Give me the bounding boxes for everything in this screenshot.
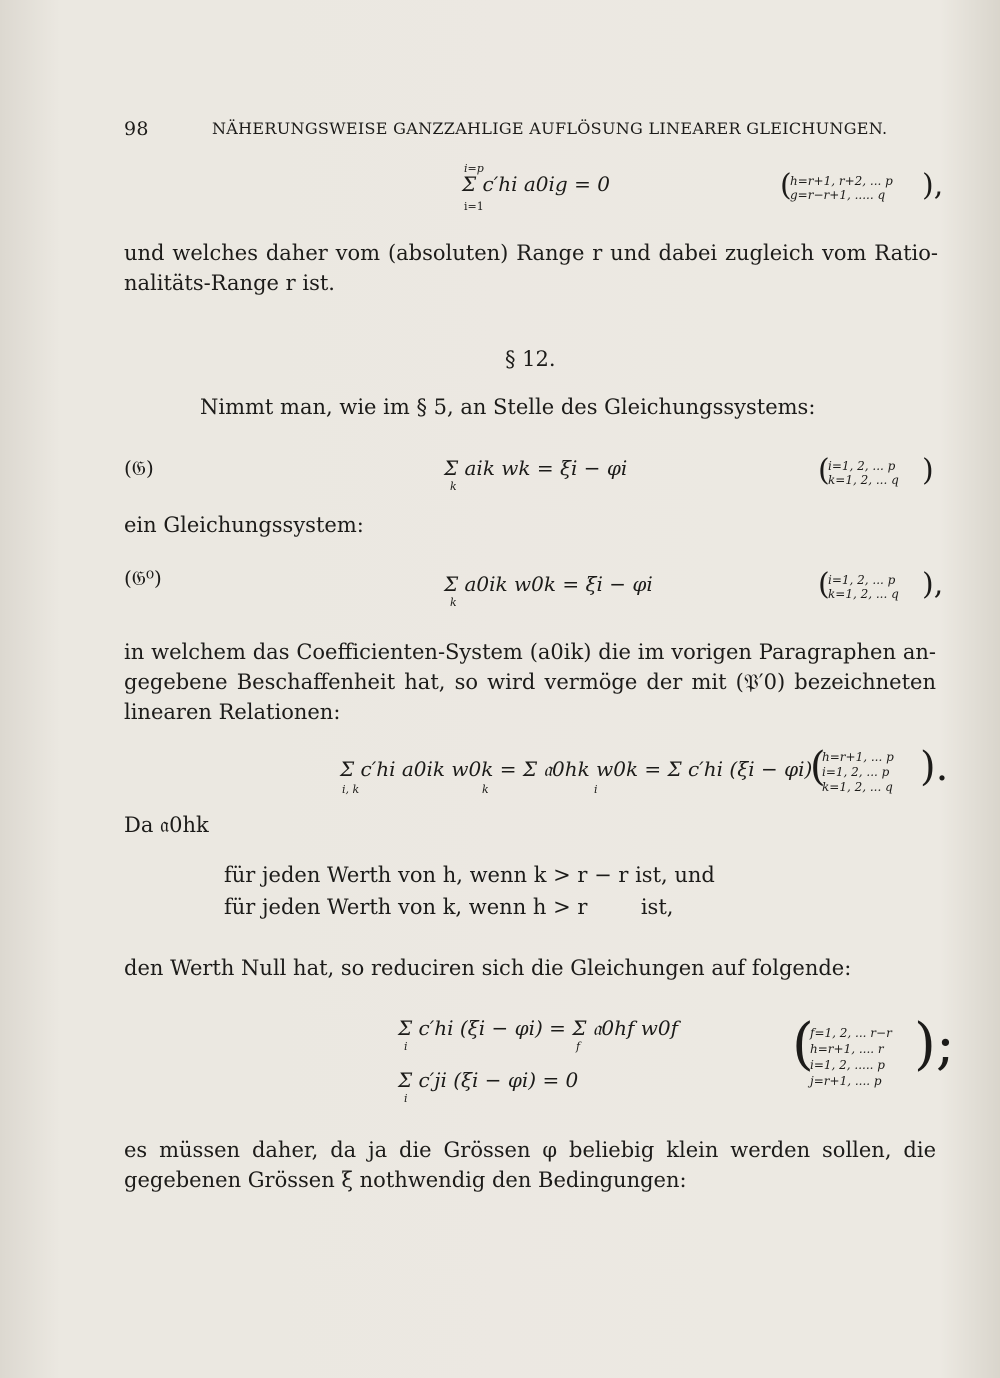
paragraph-line: Da 𝔞0hk [124,813,209,837]
paragraph-line: nalitäts-Range r ist. [124,271,335,295]
equation-4-line-2 [398,1068,579,1105]
equation-label: (𝔊⁰) [124,566,162,590]
cond-line: j=r+1, .... p [810,1074,882,1088]
right-paren: ); [914,1012,955,1077]
cond-line: i=1, 2, ... p [822,765,890,779]
left-paren: ( [810,744,826,790]
cond-line: k=1, 2, ... q [828,473,899,487]
paragraph-line: und welches daher vom (absoluten) Range r und dabei zugleich vom Ratio- [124,241,938,265]
right-paren: ), [922,567,944,602]
equation-3-formula: Σ c′hi a0ik w0k = Σ 𝔞0hk w0k = Σ c′hi (ξi − φi) [340,757,813,781]
cond-line: k=1, 2, ... q [822,780,893,794]
section-heading: § 12. [505,347,556,371]
equation-3 [340,757,813,796]
paragraph-line: den Werth Null hat, so reduciren sich die Gleichungen auf folgende: [124,956,852,980]
sum-lower-limit: k [450,596,457,609]
paragraph-line: in welchem das Coefficienten-System (a0ik) die im vorigen Paragraphen an- [124,640,936,664]
cond-line: f=1, 2, ... r−r [810,1026,892,1040]
case-line: für jeden Werth von k, wenn h > r ist, [224,895,674,919]
paragraph-line: gegebenen Grössen ξ nothwendig den Bedingungen: [124,1168,687,1192]
paragraph-line: Nimmt man, wie im § 5, an Stelle des Gleichungssystems: [200,395,816,419]
equation-G [444,456,628,493]
page-number: 98 [124,118,149,140]
cond-line: h=r+1, .... r [810,1042,884,1056]
equation-label: (𝔊) [124,456,154,480]
equation-4-formula: Σ c′hi (ξi − φi) = Σ 𝔞0hf w0f [398,1016,679,1040]
cond-line: g=r−r+1, ..... q [790,188,886,202]
equation-G0-formula: Σ a0ik w0k = ξi − φi [444,572,653,596]
equation-4-formula: Σ c′ji (ξi − φi) = 0 [398,1068,579,1092]
equation-G-formula: Σ aik wk = ξi − φi [444,456,628,480]
paragraph-line: es müssen daher, da ja die Grössen φ beliebig klein werden sollen, die [124,1138,936,1162]
left-paren: ( [818,567,830,602]
cond-line: k=1, 2, ... q [828,587,899,601]
sum-lower-limit: f [576,1040,581,1053]
equation-1 [462,162,610,213]
cond-line: h=r+1, ... p [822,750,894,764]
left-paren: ( [792,1012,814,1077]
sum-lower-limit: k [482,783,489,796]
running-title: NÄHERUNGSWEISE GANZZAHLIGE AUFLÖSUNG LINEARER GLEICHUNGEN. [212,119,888,138]
right-paren: ), [922,168,944,203]
case-line: für jeden Werth von h, wenn k > r − r ist, und [224,863,715,887]
sum-upper-limit: i=p [464,162,484,175]
paragraph-line: ein Gleichungssystem: [124,513,364,537]
cond-line: i=1, 2, ..... p [810,1058,885,1072]
sum-lower-limit: i [404,1040,408,1053]
sum-lower-limit: i [404,1092,408,1105]
right-paren: ) [922,453,934,488]
sum-lower-limit: i [594,783,598,796]
paragraph-line: gegebene Beschaffenheit hat, so wird vermöge der mit (𝔓′0) bezeichneten [124,670,936,694]
left-paren: ( [818,453,830,488]
equation-4-line-1 [398,1016,679,1053]
sum-lower-limit: k [450,480,457,493]
equation-G0 [444,572,653,609]
cond-line: i=1, 2, ... p [828,573,896,587]
sum-lower-limit: i=1 [464,200,484,213]
right-paren: ). [920,744,949,790]
sum-lower-limit: i, k [342,783,360,796]
paragraph-line: linearen Relationen: [124,700,341,724]
cond-line: i=1, 2, ... p [828,459,896,473]
cond-line: h=r+1, r+2, ... p [790,174,893,188]
left-paren: ( [780,168,792,203]
equation-1-formula: Σ c′hi a0ig = 0 [462,172,610,196]
